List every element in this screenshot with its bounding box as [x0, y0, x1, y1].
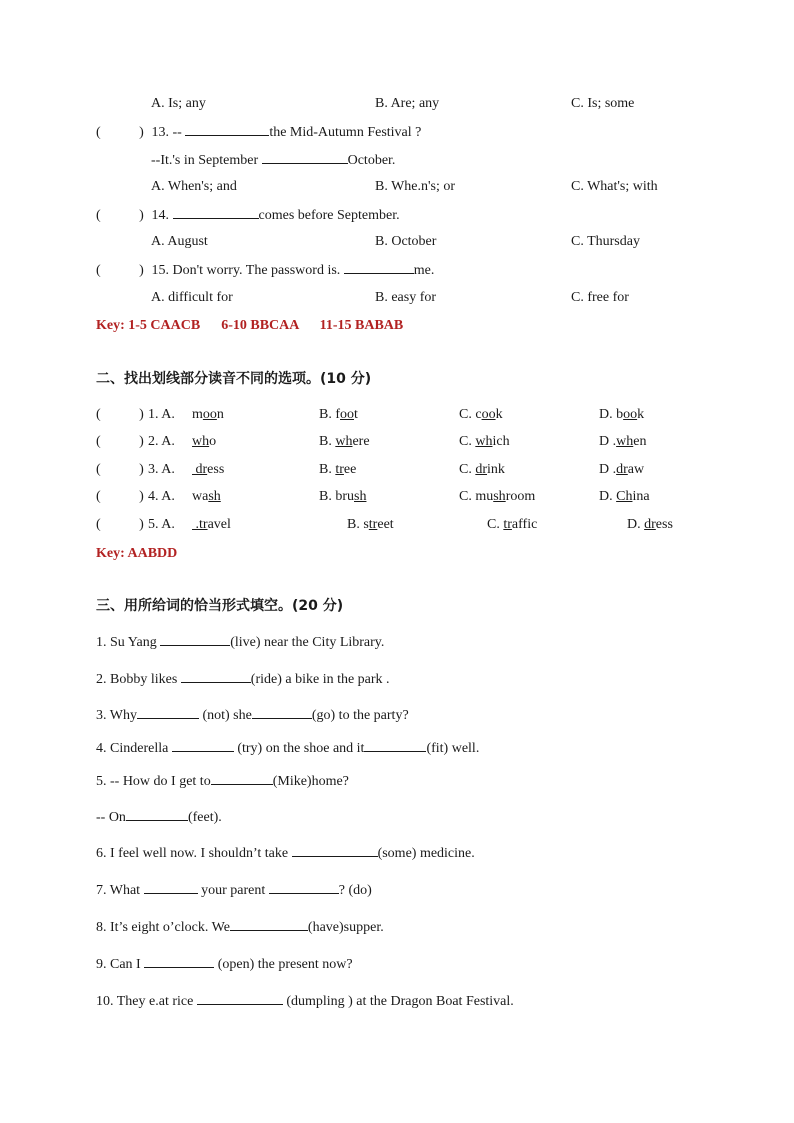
pron-option-c: C. drink: [459, 462, 505, 477]
underlined-letters: .tr: [192, 517, 208, 532]
fill-line-6: 6. I feel well now. I shouldn’t take (some) medicine.: [96, 846, 475, 861]
pron-option-a: dress: [192, 462, 225, 477]
fill-line-7: 7. What your parent ? (do): [96, 883, 372, 898]
pron-option-c: C. traffic: [487, 517, 538, 532]
answer-paren: ( ): [96, 489, 144, 504]
q15-option-b: B. easy for: [375, 290, 437, 305]
underlined-letters: oo: [340, 407, 354, 422]
answer-blank[interactable]: [364, 739, 426, 752]
pron-option-d: D. book: [599, 407, 645, 422]
pron-question-number: 3. A.: [148, 462, 175, 477]
q15-line: ( ) 15. Don't worry. The password is. me.: [96, 263, 435, 278]
pron-option-b: B. where: [319, 434, 370, 449]
q14-line: ( ) 14. comes before September.: [96, 208, 400, 223]
underlined-letters: sh: [493, 489, 506, 504]
answer-blank[interactable]: [160, 633, 230, 646]
underlined-letters: sh: [354, 489, 367, 504]
fill-line-5: 5. -- How do I get to (Mike)home?: [96, 774, 349, 789]
section-title-pronunciation: 二、找出划线部分读音不同的选项。(10 分): [96, 371, 372, 387]
answer-blank[interactable]: [211, 772, 273, 785]
answer-paren: ( ): [96, 208, 144, 223]
underlined-letters: dr: [192, 462, 208, 477]
pron-question-number: 2. A.: [148, 434, 175, 449]
underlined-letters: oo: [481, 407, 496, 422]
underlined-letters: wh: [475, 434, 493, 449]
answer-blank[interactable]: [126, 808, 188, 821]
answer-blank[interactable]: [172, 739, 234, 752]
answer-blank[interactable]: [173, 206, 259, 219]
underlined-letters: oo: [202, 407, 217, 422]
pron-option-b: B. street: [347, 517, 394, 532]
q13-option-c: C. What's; with: [571, 179, 658, 194]
pron-option-a: wash: [192, 489, 221, 504]
q14-option-b: B. October: [375, 234, 437, 249]
answer-blank[interactable]: [344, 261, 414, 274]
answer-blank[interactable]: [181, 670, 251, 683]
underlined-letters: sh: [208, 489, 221, 504]
q13-number: 13. --: [151, 125, 182, 140]
answer-blank[interactable]: [292, 844, 378, 857]
underlined-letters: wh: [192, 434, 210, 449]
q12-option-c: C. Is; some: [571, 96, 635, 111]
pron-option-c: C. mushroom: [459, 489, 536, 504]
q14-option-c: C. Thursday: [571, 234, 640, 249]
pron-option-c: C. cook: [459, 407, 503, 422]
pron-question-number: 1. A.: [148, 407, 175, 422]
pron-option-d: D. dress: [627, 517, 673, 532]
fill-line-2: 2. Bobby likes (ride) a bike in the park .: [96, 672, 390, 687]
underlined-letters: tr: [368, 517, 378, 532]
answer-paren: ( ): [96, 434, 144, 449]
q13-text: the Mid-Autumn Festival ?: [269, 125, 422, 140]
q15-option-a: A. difficult for: [151, 290, 233, 305]
underlined-letters: oo: [623, 407, 638, 422]
fill-line-1: 1. Su Yang (live) near the City Library.: [96, 635, 385, 650]
answer-blank[interactable]: [185, 123, 269, 136]
q15-text: 15. Don't worry. The password is.: [151, 263, 341, 278]
pron-question-number: 4. A.: [148, 489, 175, 504]
q13-line2: --It.'s in September October.: [151, 153, 396, 168]
q13-option-a: A. When's; and: [151, 179, 237, 194]
answer-paren: ( ): [96, 462, 144, 477]
answer-blank[interactable]: [252, 706, 312, 719]
fill-line-9: 9. Can I (open) the present now?: [96, 957, 353, 972]
underlined-letters: wh: [616, 434, 634, 449]
underlined-letters: dr: [475, 462, 488, 477]
q13-option-b: B. Whe.n's; or: [375, 179, 456, 194]
pron-option-b: B. foot: [319, 407, 358, 422]
answer-paren: ( ): [96, 263, 144, 278]
pron-option-d: D. China: [599, 489, 650, 504]
answer-blank[interactable]: [144, 955, 214, 968]
answer-blank[interactable]: [144, 881, 198, 894]
pron-option-b: B. tree: [319, 462, 357, 477]
underlined-letters: Ch: [616, 489, 633, 504]
fill-line-8: 8. It’s eight o’clock. We (have)supper.: [96, 920, 384, 935]
answer-paren: ( ): [96, 125, 144, 140]
q14-option-a: A. August: [151, 234, 208, 249]
answer-blank[interactable]: [230, 918, 308, 931]
answer-blank[interactable]: [269, 881, 339, 894]
fill-line-5b: -- On (feet).: [96, 810, 222, 825]
q12-option-a: A. Is; any: [151, 96, 206, 111]
q15-option-c: C. free for: [571, 290, 629, 305]
pron-question-number: 5. A.: [148, 517, 175, 532]
q12-option-b: B. Are; any: [375, 96, 440, 111]
pron-option-c: C. which: [459, 434, 510, 449]
fill-line-4: 4. Cinderella (try) on the shoe and it (fit) well.: [96, 741, 480, 756]
answer-blank[interactable]: [137, 706, 199, 719]
answer-paren: ( ): [96, 517, 144, 532]
underlined-letters: tr: [335, 462, 344, 477]
q13-line: [96, 123, 421, 142]
section-title-fill-in: 三、用所给词的恰当形式填空。(20 分): [96, 598, 344, 614]
answer-blank[interactable]: [262, 151, 348, 164]
pron-option-b: B. brush: [319, 489, 367, 504]
answer-blank[interactable]: [197, 992, 283, 1005]
q14-number: 14.: [151, 208, 169, 223]
pron-option-a: moon: [192, 407, 224, 422]
underlined-letters: dr: [616, 462, 628, 477]
pron-option-d: D .when: [599, 434, 647, 449]
underlined-letters: wh: [335, 434, 353, 449]
answer-paren: ( ): [96, 407, 144, 422]
answer-key-part2: Key: AABDD: [96, 546, 178, 561]
underlined-letters: dr: [644, 517, 656, 532]
pron-option-a: who: [192, 434, 217, 449]
underlined-letters: tr: [503, 517, 512, 532]
pron-option-d: D .draw: [599, 462, 645, 477]
pron-option-a: .travel: [192, 517, 231, 532]
fill-line-10: 10. They e.at rice (dumpling ) at the Dragon Boat Festival.: [96, 994, 514, 1009]
answer-key-part1: Key: 1-5 CAACB 6-10 BBCAA 11-15 BABAB: [96, 318, 404, 333]
fill-line-3: 3. Why (not) she (go) to the party?: [96, 708, 409, 723]
